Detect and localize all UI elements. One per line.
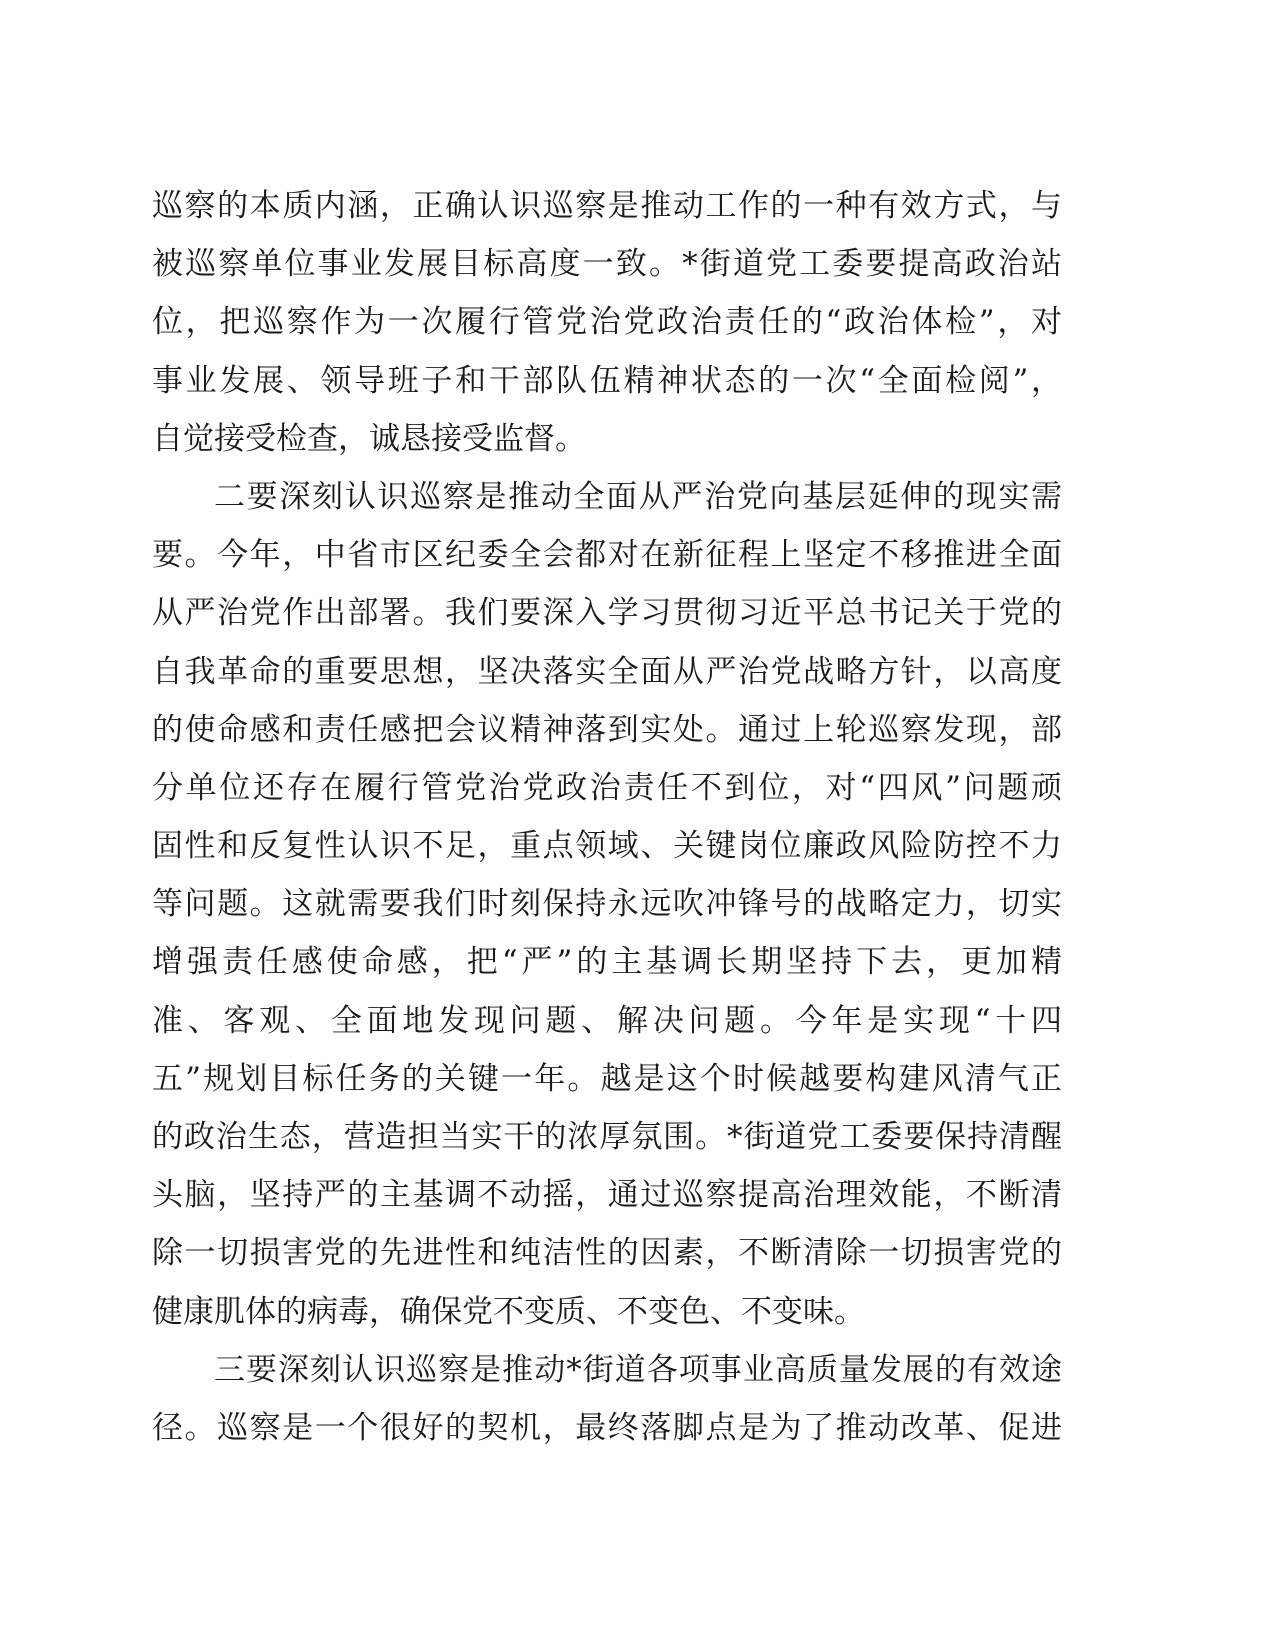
text-line: 二要深刻认识巡察是推动全面从严治党向基层延伸的现实需 — [214, 478, 1062, 515]
text-line: 固性和反复性认识不足，重点领域、关键岗位廉政风险防控不力 — [152, 828, 1062, 865]
text-line: 事业发展、领导班子和干部队伍精神状态的一次“全面检阅”， — [152, 362, 1062, 399]
text-line: 被巡察单位事业发展目标高度一致。*街道党工委要提高政治站 — [152, 246, 1062, 283]
text-line: 的政治生态，营造担当实干的浓厚氛围。*街道党工委要保持清醒 — [152, 1119, 1062, 1155]
text-line: 位，把巡察作为一次履行管党治党政治责任的“政治体检”，对 — [152, 304, 1062, 341]
text-line: 头脑，坚持严的主基调不动摇，通过巡察提高治理效能，不断清 — [152, 1177, 1062, 1214]
text-line: 从严治党作出部署。我们要深入学习贯彻习近平总书记关于党的 — [152, 595, 1062, 632]
text-line: 准、客观、全面地发现问题、解决问题。今年是实现“十四 — [152, 1002, 1062, 1039]
text-line: 巡察的本质内涵，正确认识巡察是推动工作的一种有效方式，与 — [152, 188, 1062, 224]
text-line: 三要深刻认识巡察是推动*街道各项事业高质量发展的有效途 — [214, 1351, 1062, 1388]
text-line: 增强责任感使命感，把“严”的主基调长期坚持下去，更加精 — [152, 944, 1062, 981]
text-line: 径。巡察是一个很好的契机，最终落脚点是为了推动改革、促进 — [152, 1409, 1062, 1446]
document-body — [152, 177, 1062, 1457]
text-line: 等问题。这就需要我们时刻保持永远吹冲锋号的战略定力，切实 — [152, 886, 1062, 923]
text-line: 除一切损害党的先进性和纯洁性的因素，不断清除一切损害党的 — [152, 1235, 1062, 1272]
text-line: 五”规划目标任务的关键一年。越是这个时候越要构建风清气正 — [152, 1060, 1062, 1097]
text-line: 自觉接受检查，诚恳接受监督。 — [152, 420, 586, 457]
text-line: 要。今年，中省市区纪委全会都对在新征程上坚定不移推进全面 — [152, 537, 1062, 574]
text-line: 健康肌体的病毒，确保党不变质、不变色、不变味。 — [152, 1293, 865, 1330]
text-line: 的使命感和责任感把会议精神落到实处。通过上轮巡察发现，部 — [152, 711, 1062, 748]
text-line: 自我革命的重要思想，坚决落实全面从严治党战略方针，以高度 — [152, 653, 1062, 690]
text-line: 分单位还存在履行管党治党政治责任不到位，对“四风”问题顽 — [152, 769, 1062, 806]
